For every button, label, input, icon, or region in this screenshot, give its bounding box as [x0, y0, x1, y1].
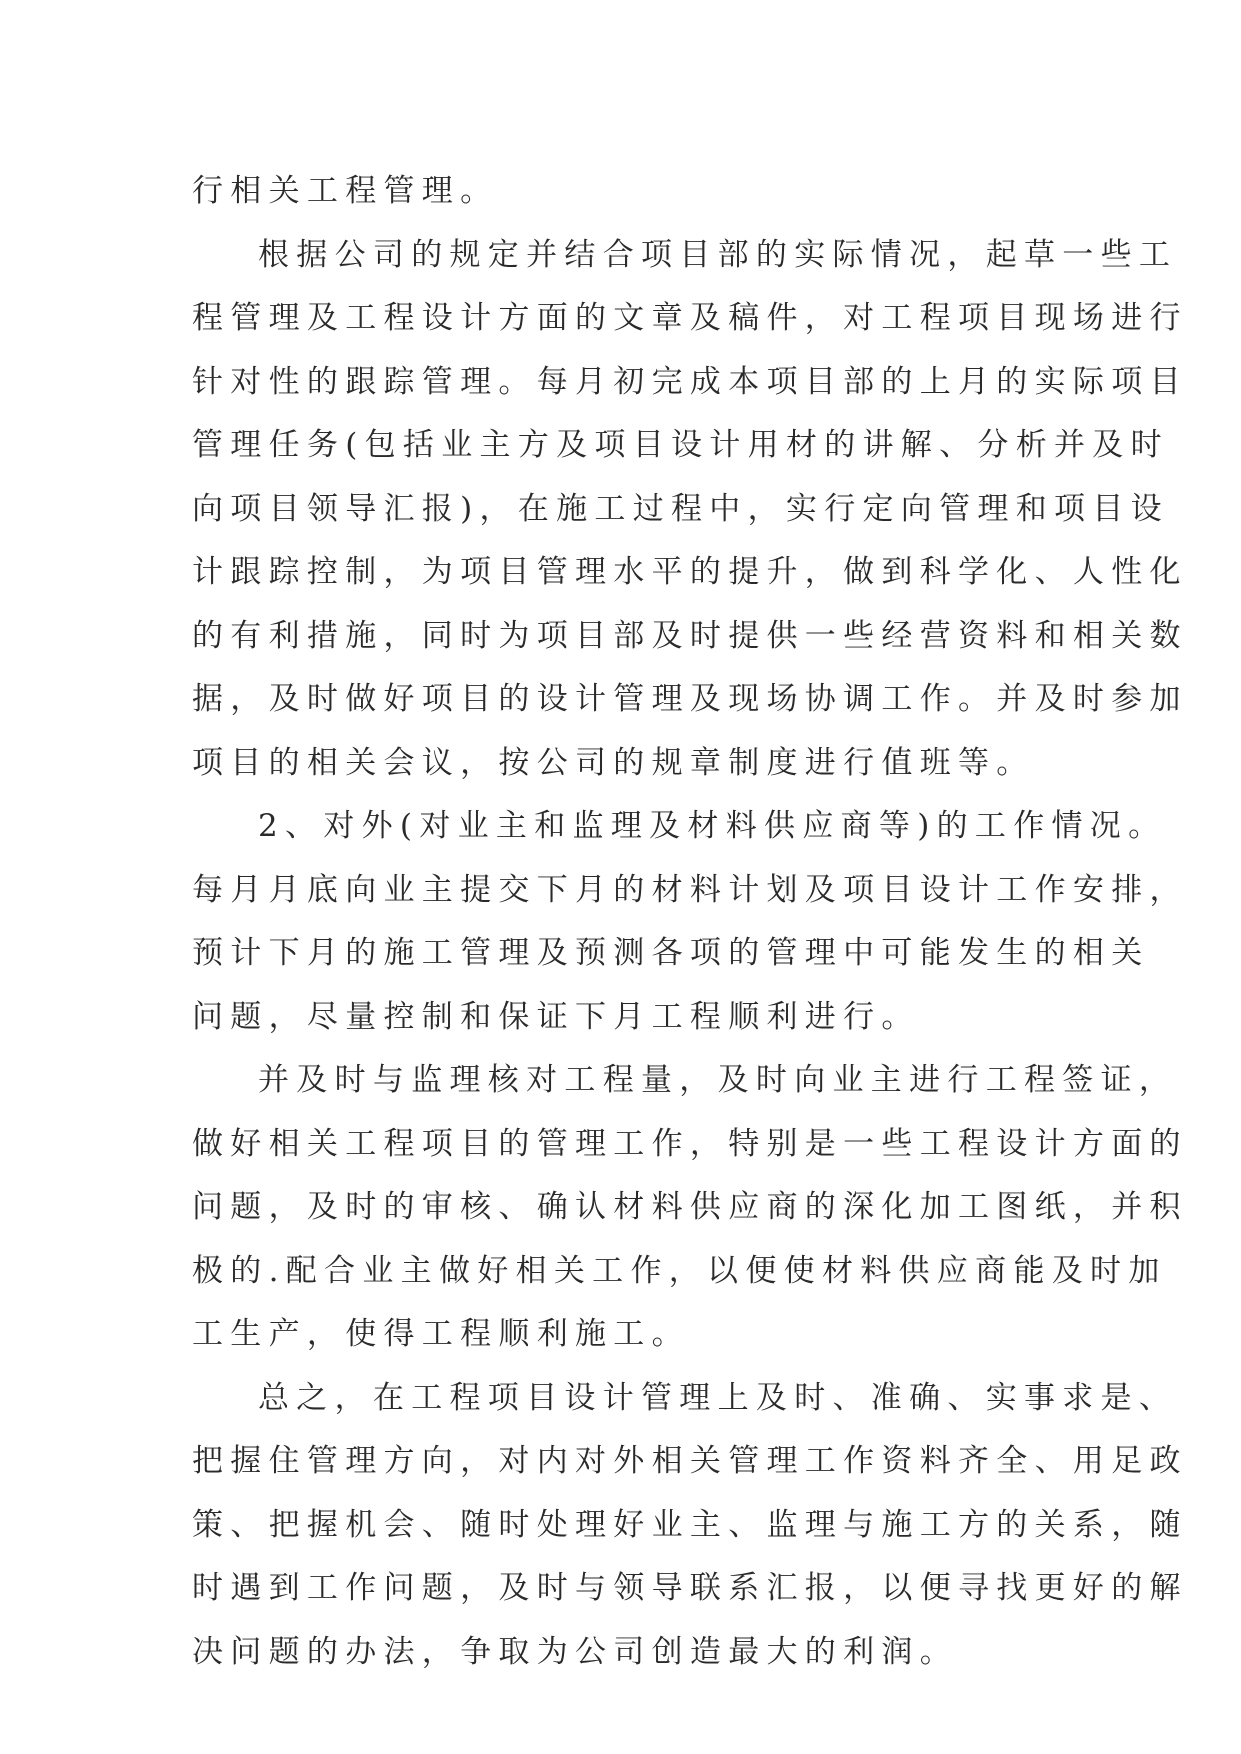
- text-line: 向项目领导汇报)，在施工过程中，实行定向管理和项目设: [192, 490, 1169, 527]
- text-line: 时遇到工作问题，及时与领导联系汇报，以便寻找更好的解: [192, 1570, 1188, 1606]
- text-line: 工生产，使得工程顺利施工。: [192, 1316, 690, 1352]
- text-line: 针对性的跟踪管理。每月初完成本项目部的上月的实际项目: [192, 363, 1188, 400]
- text-line: 做好相关工程项目的管理工作，特别是一些工程设计方面的: [192, 1125, 1188, 1162]
- text-line: 据，及时做好项目的设计管理及现场协调工作。并及时参加: [192, 681, 1188, 717]
- text-line: 预计下月的施工管理及预测各项的管理中可能发生的相关: [192, 935, 1150, 971]
- text-line: 程管理及工程设计方面的文章及稿件，对工程项目现场进行: [192, 300, 1188, 336]
- text-line: 极的.配合业主做好相关工作，以便使材料供应商能及时加: [192, 1252, 1167, 1289]
- text-line: 根据公司的规定并结合项目部的实际情况，起草一些工: [258, 236, 1178, 273]
- text-line: 并及时与监理核对工程量，及时向业主进行工程签证，: [258, 1062, 1178, 1098]
- text-line: 项目的相关会议，按公司的规章制度进行值班等。: [192, 744, 1035, 781]
- text-line: 问题，及时的审核、确认材料供应商的深化加工图纸，并积: [192, 1189, 1188, 1225]
- text-line: 管理任务(包括业主方及项目设计用材的讲解、分析并及时: [192, 427, 1169, 463]
- text-line: 的有利措施，同时为项目部及时提供一些经营资料和相关数: [192, 617, 1188, 654]
- document-body: [192, 160, 1188, 1684]
- text-line: 策、把握机会、随时处理好业主、监理与施工方的关系，随: [192, 1506, 1188, 1543]
- text-line: 决问题的办法，争取为公司创造最大的利润。: [192, 1633, 958, 1670]
- text-line: 2、对外(对业主和监理及材料供应商等)的工作情况。: [258, 808, 1167, 844]
- text-line: 问题，尽量控制和保证下月工程顺利进行。: [192, 998, 920, 1035]
- text-line: 把握住管理方向，对内对外相关管理工作资料齐全、用足政: [192, 1443, 1188, 1479]
- text-line: 计跟踪控制，为项目管理水平的提升，做到科学化、人性化: [192, 554, 1188, 590]
- text-line: 每月月底向业主提交下月的材料计划及项目设计工作安排，: [192, 871, 1188, 908]
- text-line: 行相关工程管理。: [192, 173, 499, 209]
- text-line: 总之，在工程项目设计管理上及时、准确、实事求是、: [258, 1379, 1178, 1416]
